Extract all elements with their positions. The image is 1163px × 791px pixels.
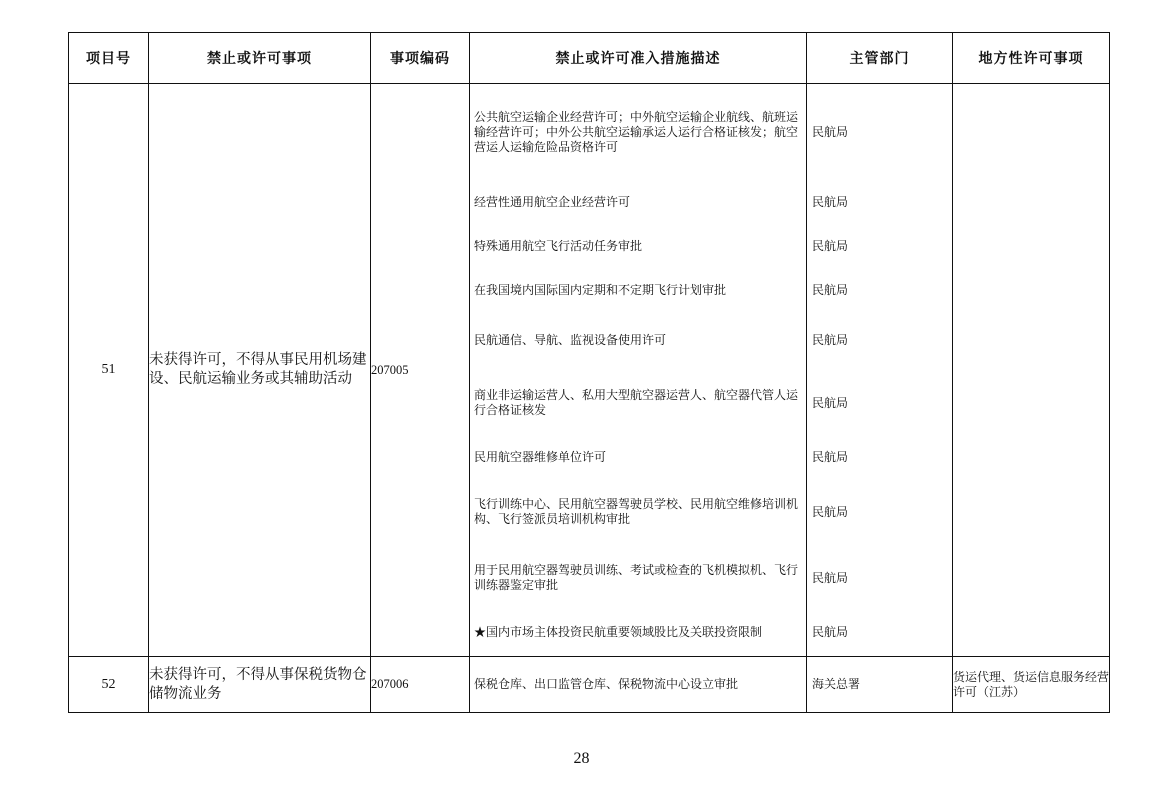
description-cell bbox=[470, 657, 807, 713]
header-number: 项目号 bbox=[69, 33, 149, 84]
description-list bbox=[470, 84, 806, 656]
description-entry: 民航通信、导航、监视设备使用许可 bbox=[474, 332, 667, 347]
item-number: 51 bbox=[69, 84, 149, 657]
local-permit: 货运代理、货运信息服务经营许可（江苏） bbox=[953, 657, 1110, 713]
table-row bbox=[69, 657, 1110, 713]
department-entry: 民航局 bbox=[812, 504, 849, 519]
description-cell bbox=[470, 84, 807, 657]
department-entry: 民航局 bbox=[812, 194, 849, 209]
header-item: 禁止或许可事项 bbox=[149, 33, 371, 84]
department-entry: 民航局 bbox=[812, 449, 849, 464]
local-permit bbox=[953, 84, 1110, 657]
description-entry: 民用航空器维修单位许可 bbox=[474, 449, 607, 464]
description-entry: 飞行训练中心、民用航空器驾驶员学校、民用航空维修培训机构、飞行签派员培训机构审批 bbox=[474, 497, 799, 526]
department-entry: 民航局 bbox=[812, 624, 849, 639]
department-entry: 海关总署 bbox=[812, 677, 861, 691]
item-code: 207005 bbox=[371, 84, 470, 657]
department-entry: 民航局 bbox=[812, 238, 849, 253]
item-name: 未获得许可，不得从事民用机场建设、民航运输业务或其辅助活动 bbox=[149, 84, 371, 657]
department-list bbox=[807, 84, 952, 656]
description-entry: ★国内市场主体投资民航重要领域股比及关联投资限制 bbox=[474, 624, 763, 639]
permit-table bbox=[68, 32, 1110, 713]
description-entry: 公共航空运输企业经营许可；中外航空运输企业航线、航班运输经营许可；中外公共航空运输承运人运行合格证核发；航空营运人运输危险品资格许可 bbox=[474, 109, 799, 154]
description-entry: 用于民用航空器驾驶员训练、考试或检查的飞机模拟机、飞行训练器鉴定审批 bbox=[474, 563, 799, 592]
header-code: 事项编码 bbox=[371, 33, 470, 84]
page-number: 28 bbox=[573, 750, 590, 767]
table-row bbox=[69, 84, 1110, 657]
department-list bbox=[807, 677, 952, 692]
item-name: 未获得许可，不得从事保税货物仓储物流业务 bbox=[149, 657, 371, 713]
department-entry: 民航局 bbox=[812, 332, 849, 347]
description-entry: 特殊通用航空飞行活动任务审批 bbox=[474, 238, 643, 253]
department-entry: 民航局 bbox=[812, 282, 849, 297]
description-list bbox=[470, 677, 806, 692]
header-row bbox=[69, 33, 1110, 84]
department-entry: 民航局 bbox=[812, 395, 849, 410]
department-cell bbox=[807, 657, 953, 713]
header-description: 禁止或许可准入措施描述 bbox=[470, 33, 807, 84]
department-entry: 民航局 bbox=[812, 124, 849, 139]
item-code: 207006 bbox=[371, 657, 470, 713]
department-cell bbox=[807, 84, 953, 657]
description-entry: 商业非运输运营人、私用大型航空器运营人、航空器代管人运行合格证核发 bbox=[474, 388, 799, 417]
department-entry: 民航局 bbox=[812, 570, 849, 585]
description-entry: 在我国境内国际国内定期和不定期飞行计划审批 bbox=[474, 282, 727, 297]
description-entry: 保税仓库、出口监管仓库、保税物流中心设立审批 bbox=[474, 677, 739, 691]
header-local: 地方性许可事项 bbox=[953, 33, 1110, 84]
item-number: 52 bbox=[69, 657, 149, 713]
header-department: 主管部门 bbox=[807, 33, 953, 84]
description-entry: 经营性通用航空企业经营许可 bbox=[474, 194, 631, 209]
